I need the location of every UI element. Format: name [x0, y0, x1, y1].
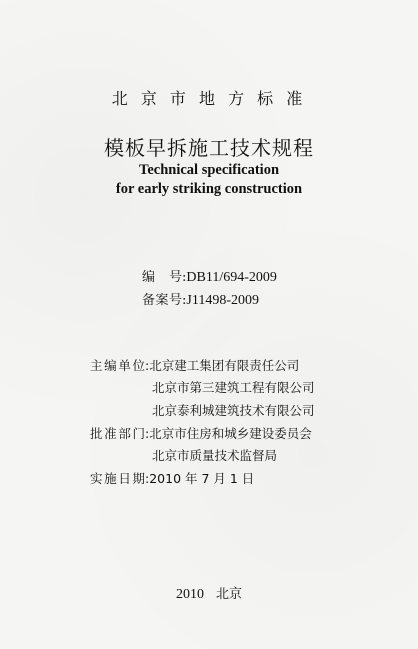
chief-editor-org: 北京建工集团有限责任公司: [149, 358, 300, 373]
chief-editor-org: 北京泰利城建筑技术有限公司: [152, 403, 315, 418]
document-title-chinese: 模板早拆施工技术规程: [104, 136, 314, 160]
standard-code-value: DB11/694-2009: [186, 270, 277, 285]
record-number-row: [142, 289, 259, 309]
approval-department-colon: :: [145, 426, 150, 441]
record-number-colon: :: [182, 293, 187, 308]
effective-date-label: 实施日期: [90, 471, 145, 486]
record-number-value: J11498-2009: [186, 293, 259, 308]
record-number-label: 备案号: [142, 293, 182, 308]
standard-code-row: [142, 266, 277, 286]
publication-footer: [0, 583, 418, 603]
standard-code-label: 编 号: [142, 270, 182, 285]
effective-date-row: [90, 469, 254, 487]
document-title-english-line1: Technical specification: [138, 162, 280, 178]
document-title-english-line2: for early striking construction: [115, 181, 303, 197]
chief-editor-colon: :: [145, 358, 150, 373]
standard-code-colon: :: [182, 270, 187, 285]
chief-editor-row: [90, 356, 299, 374]
chief-editor-label: 主编单位: [90, 358, 145, 373]
approval-department-row: [90, 424, 312, 442]
approval-department: 北京市质量技术监督局: [152, 448, 278, 463]
effective-date-colon: :: [145, 471, 150, 486]
approval-department-label: 批准部门: [90, 426, 145, 441]
standard-type-heading: 北 京 市 地 方 标 准: [111, 89, 307, 108]
publication-city: 北京: [215, 587, 242, 602]
approval-department: 北京市住房和城乡建设委员会: [149, 426, 312, 441]
effective-date-value: 2010 年 7 月 1 日: [149, 471, 255, 486]
chief-editor-org: 北京市第三建筑工程有限公司: [152, 380, 315, 395]
publication-year: 2010: [175, 587, 204, 602]
